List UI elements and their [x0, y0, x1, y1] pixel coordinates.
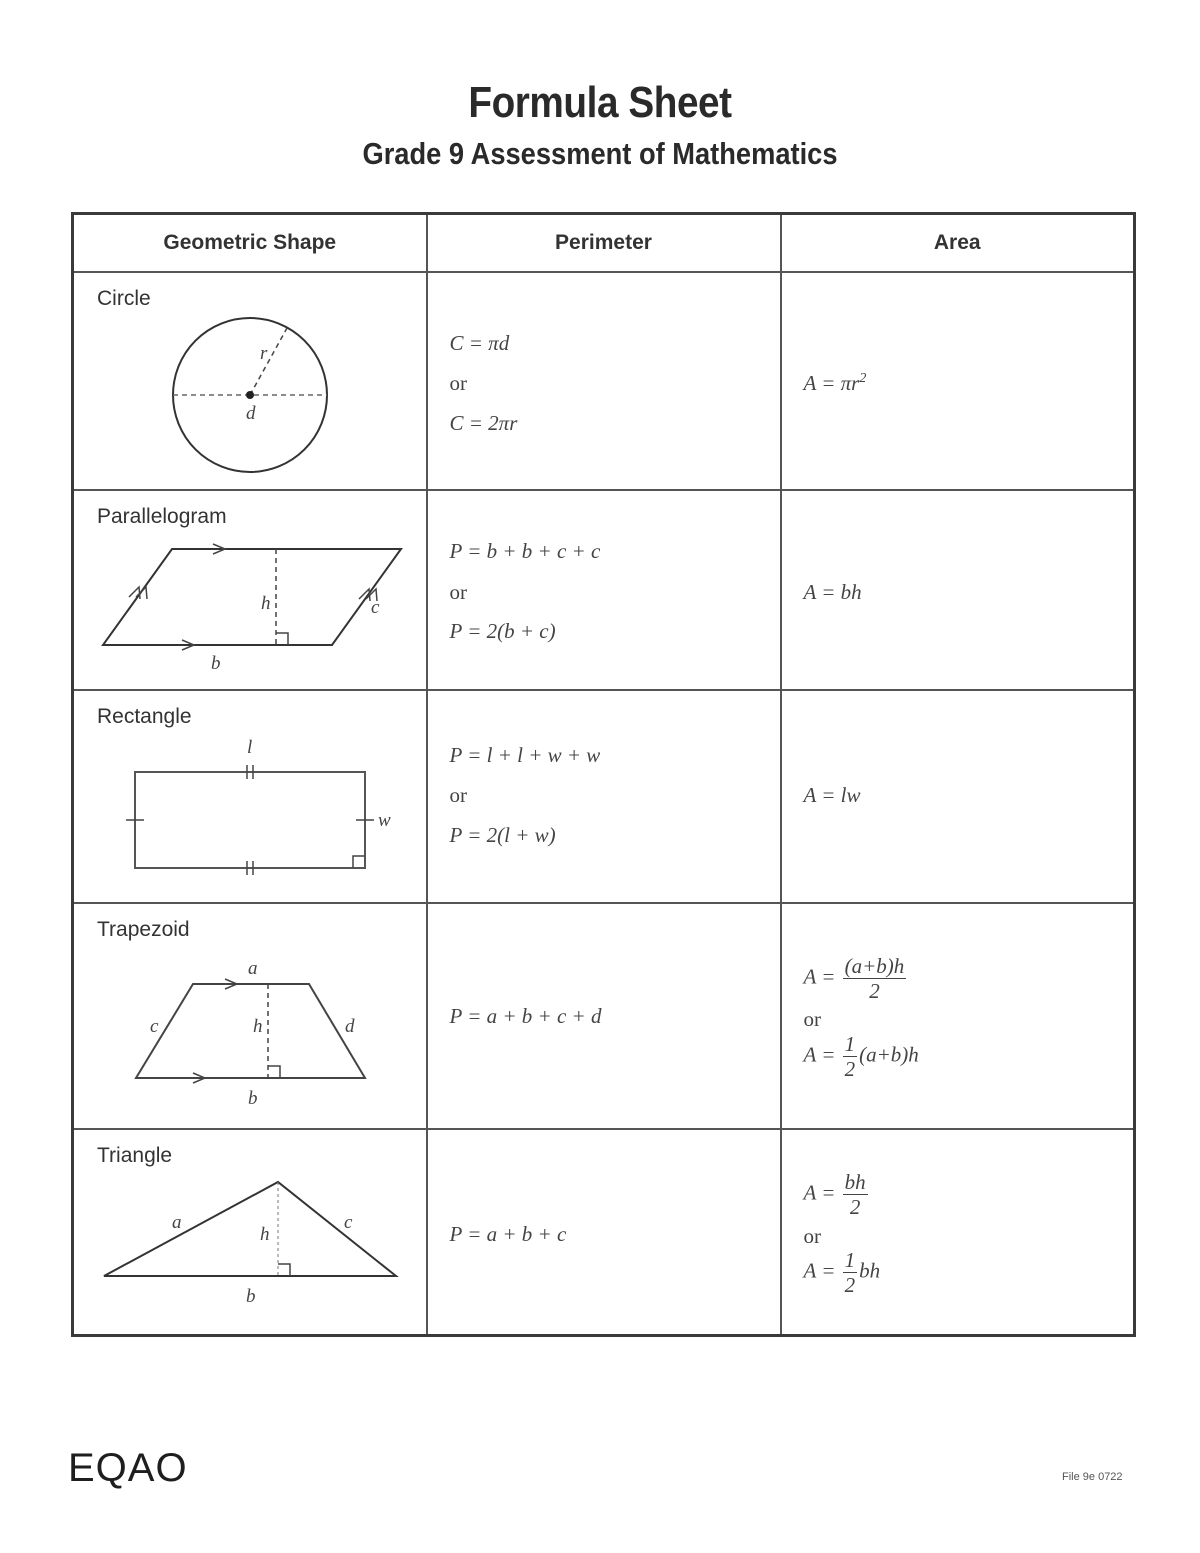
label-h: h [260, 1224, 270, 1245]
shape-name-rectangle: Rectangle [97, 705, 192, 728]
area-formula: A = lw [803, 783, 861, 807]
perimeter-rectangle [427, 690, 781, 903]
shape-cell-parallelogram [73, 490, 427, 690]
page-title: Formula Sheet [468, 78, 732, 127]
perimeter-formula: P = 2(l + w) [449, 823, 556, 847]
table-row [73, 903, 1135, 1129]
label-c: c [344, 1212, 353, 1233]
label-b: b [211, 653, 221, 674]
numerator: 1 [844, 1248, 856, 1272]
area-exponent: 2 [859, 371, 867, 386]
header-row [73, 214, 1135, 273]
area-lhs: A = πr [803, 371, 860, 395]
area-trapezoid [781, 903, 1135, 1129]
fraction [843, 1248, 858, 1297]
perimeter-formula: P = b + b + c + c [449, 539, 601, 563]
table-row [73, 490, 1135, 690]
page-subtitle: Grade 9 Assessment of Mathematics [362, 136, 838, 171]
area-tail: bh [859, 1258, 881, 1283]
numerator: bh [844, 1170, 866, 1194]
parallelogram-diagram [74, 491, 428, 691]
right-angle-mark [276, 633, 288, 645]
denominator: 2 [849, 1195, 861, 1219]
perimeter-formula: C = πd [449, 331, 510, 355]
triangle-diagram [74, 1130, 428, 1336]
table-row [73, 272, 1135, 490]
formula-table [71, 212, 1136, 1337]
perimeter-formula: C = 2πr [449, 411, 518, 435]
area-formula [804, 371, 867, 396]
shape-cell-triangle [73, 1129, 427, 1335]
shape-name-circle: Circle [97, 287, 151, 310]
shape-name-triangle: Triangle [97, 1144, 173, 1167]
right-angle-mark [278, 1264, 290, 1276]
label-a: a [172, 1212, 182, 1233]
label-b: b [248, 1088, 258, 1109]
radius-line [250, 328, 287, 395]
perimeter-triangle [427, 1129, 781, 1335]
circle-diagram [74, 273, 428, 491]
trapezoid-diagram [74, 904, 428, 1130]
area-lhs: A = [803, 1180, 836, 1205]
fraction [843, 1032, 858, 1081]
area-circle [781, 272, 1135, 490]
label-c: c [150, 1016, 159, 1037]
right-angle-mark [268, 1066, 280, 1078]
label-h: h [261, 593, 271, 614]
shape-name-parallelogram: Parallelogram [97, 505, 227, 528]
header-perimeter: Perimeter [427, 214, 781, 273]
shape-cell-circle [73, 272, 427, 490]
header-shape: Geometric Shape [73, 214, 427, 273]
perimeter-formula: P = 2(b + c) [449, 619, 556, 643]
rectangle-outline [135, 772, 365, 868]
or-text: or [449, 580, 467, 604]
fraction [843, 1170, 868, 1219]
label-w: w [378, 810, 391, 831]
area-rectangle [781, 690, 1135, 903]
label-r: r [260, 343, 268, 364]
or-text: or [803, 1007, 821, 1031]
table-row [73, 690, 1135, 903]
area-formula-1 [804, 1170, 870, 1219]
area-triangle [781, 1129, 1135, 1335]
or-text: or [449, 371, 467, 395]
label-b: b [246, 1286, 256, 1307]
label-h: h [253, 1016, 263, 1037]
label-d: d [345, 1016, 355, 1037]
header-area: Area [781, 214, 1135, 273]
label-a: a [248, 958, 258, 979]
numerator: 1 [844, 1032, 856, 1056]
eqao-logo: EQAO [68, 1446, 188, 1490]
right-angle-mark [353, 856, 365, 868]
denominator: 2 [869, 979, 880, 1003]
denominator: 2 [844, 1057, 856, 1081]
label-d: d [246, 403, 256, 424]
area-lhs: A = [803, 1258, 836, 1283]
shape-cell-trapezoid [73, 903, 427, 1129]
parallelogram-outline [103, 549, 401, 645]
area-formula-2 [804, 1248, 881, 1297]
area-formula-1 [804, 954, 909, 1003]
area-parallelogram [781, 490, 1135, 690]
area-formula: A = bh [803, 580, 862, 604]
perimeter-parallelogram [427, 490, 781, 690]
label-c: c [371, 597, 380, 618]
perimeter-circle [427, 272, 781, 490]
fraction [843, 954, 907, 1003]
perimeter-formula: P = l + l + w + w [449, 743, 601, 767]
perimeter-trapezoid [427, 903, 781, 1129]
label-l: l [247, 737, 253, 758]
shape-name-trapezoid: Trapezoid [97, 918, 190, 941]
numerator: (a+b)h [844, 954, 905, 978]
area-lhs: A = [803, 1042, 836, 1067]
area-lhs: A = [803, 964, 836, 989]
rectangle-diagram [74, 691, 428, 904]
trapezoid-outline [136, 984, 365, 1078]
or-text: or [803, 1224, 821, 1248]
center-point [246, 391, 254, 399]
document-code: File 9e 0722 [1062, 1471, 1123, 1483]
table-row [73, 1129, 1135, 1335]
perimeter-formula: P = a + b + c [449, 1222, 567, 1246]
area-tail: (a+b)h [859, 1042, 919, 1067]
shape-cell-rectangle [73, 690, 427, 903]
perimeter-formula: P = a + b + c + d [449, 1004, 602, 1028]
denominator: 2 [844, 1273, 856, 1297]
area-formula-2 [804, 1032, 919, 1081]
or-text: or [449, 783, 467, 807]
